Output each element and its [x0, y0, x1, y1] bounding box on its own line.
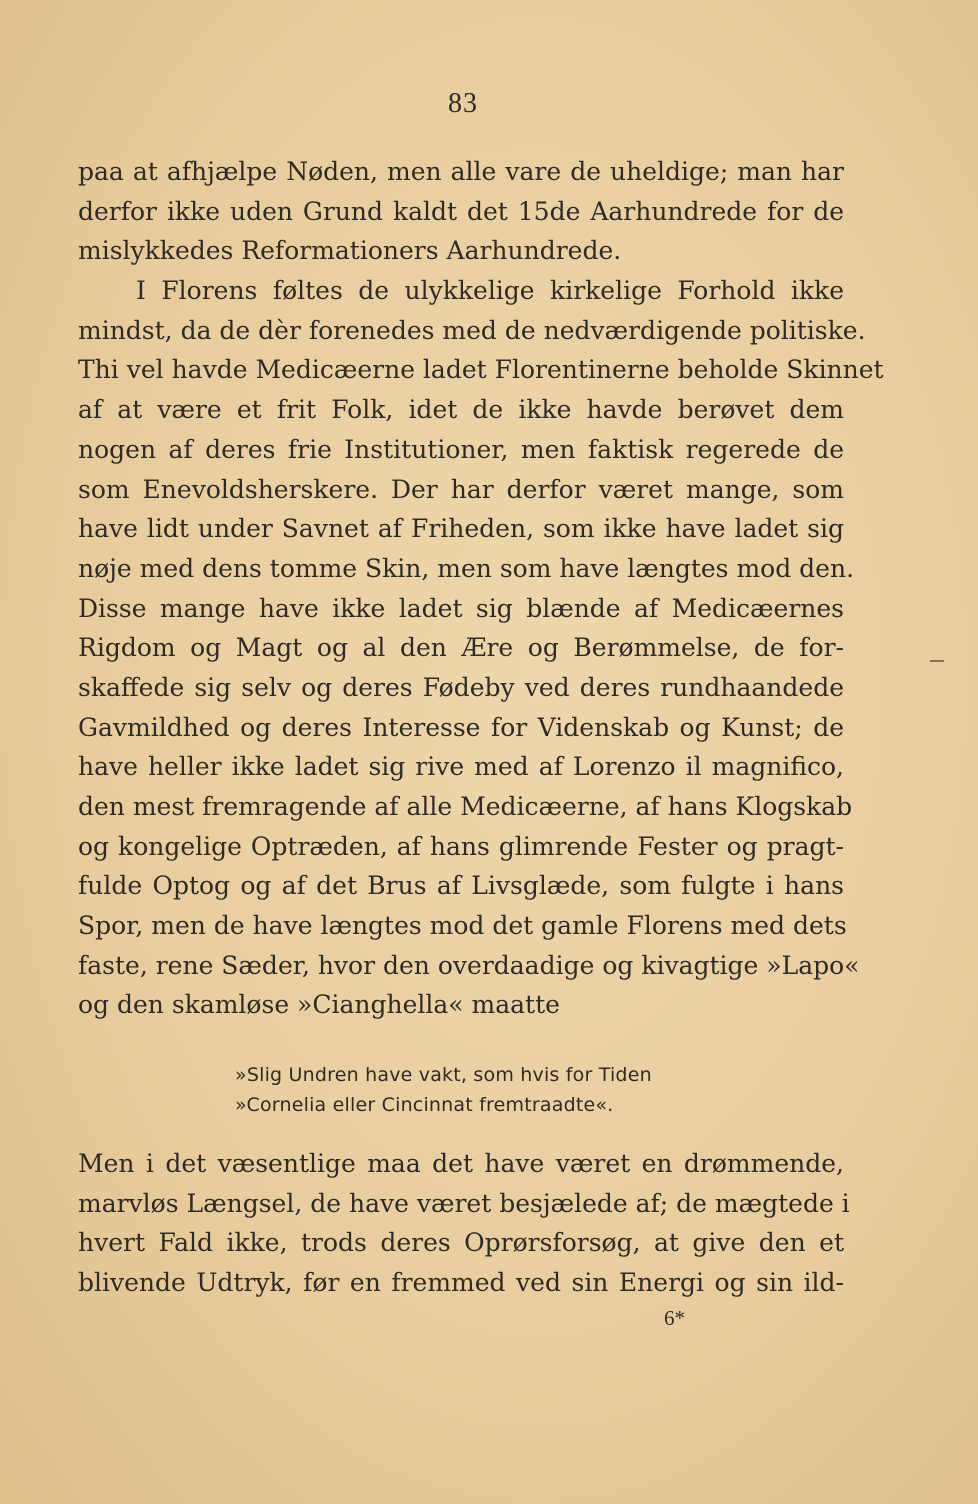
- text-line: Spor, men de have længtes mod det gamle Florens med dets: [78, 911, 847, 941]
- text-line: derfor ikke uden Grund kaldt det 15de Aarhundrede for de: [78, 196, 844, 226]
- text-line: nogen af deres frie Institutioner, men faktisk regerede de: [78, 434, 844, 464]
- page-number: 83: [448, 88, 478, 119]
- text-line: I Florens føltes de ulykkelige kirkelige Forhold ikke: [136, 276, 844, 306]
- text-line: og den skamløse »Cianghella« maatte: [78, 990, 560, 1020]
- verse-quote: [235, 1060, 755, 1120]
- text-line: skaffede sig selv og deres Fødeby ved deres rundhaandede: [78, 672, 844, 702]
- text-line: Men i det væsentlige maa det have været en drømmende,: [78, 1149, 844, 1178]
- text-line: hvert Fald ikke, trods deres Oprørsforsøg, at give den et: [78, 1228, 844, 1258]
- text-line: Gavmildhed og deres Interesse for Videnskab og Kunst; de: [78, 712, 844, 742]
- text-line: have lidt under Savnet af Friheden, som ikke have ladet sig: [78, 514, 844, 544]
- signature-mark: 6*: [664, 1306, 685, 1330]
- text-line: marvløs Længsel, de have været besjælede af; de mægtede i: [78, 1188, 850, 1218]
- text-line: mindst, da de dèr forenedes med de nedværdigende politiske.: [78, 315, 866, 345]
- text-line: af at være et frit Folk, idet de ikke havde berøvet dem: [78, 395, 844, 425]
- text-line: have heller ikke ladet sig rive med af Lorenzo il magnifico,: [78, 752, 844, 782]
- text-line: den mest fremragende af alle Medicæerne, af hans Klogskab: [78, 792, 853, 821]
- margin-dash: [930, 660, 944, 662]
- text-line: nøje med dens tomme Skin, men som have længtes mod den.: [78, 553, 855, 583]
- text-line: paa at afhjælpe Nøden, men alle vare de uheldige; man har: [78, 157, 844, 186]
- text-line: Disse mange have ikke ladet sig blænde af Medicæernes: [78, 593, 844, 623]
- text-line: faste, rene Sæder, hvor den overdaadige og kivagtige »Lapo«: [78, 950, 860, 980]
- paragraph-1: [78, 152, 884, 1025]
- text-line: Thi vel havde Medicæerne ladet Florentinerne beholde Skinnet: [78, 355, 884, 385]
- text-line: som Enevoldsherskere. Der har derfor været mange, som: [78, 474, 844, 504]
- text-line: Rigdom og Magt og al den Ære og Berømmelse, de for-: [78, 633, 844, 663]
- text-line: og kongelige Optræden, af hans glimrende Fester og pragt-: [78, 831, 844, 861]
- quote-line: »Slig Undren have vakt, som hvis for Tiden: [235, 1064, 652, 1086]
- text-line: fulde Optog og af det Brus af Livsglæde, som fulgte i hans: [78, 871, 844, 901]
- text-line: mislykkedes Reformationers Aarhundrede.: [78, 236, 622, 266]
- quote-line: »Cornelia eller Cincinnat fremtraadte«.: [235, 1094, 614, 1116]
- text-line: blivende Udtryk, før en fremmed ved sin Energi og sin ild-: [78, 1268, 844, 1298]
- paragraph-2: [78, 1144, 850, 1303]
